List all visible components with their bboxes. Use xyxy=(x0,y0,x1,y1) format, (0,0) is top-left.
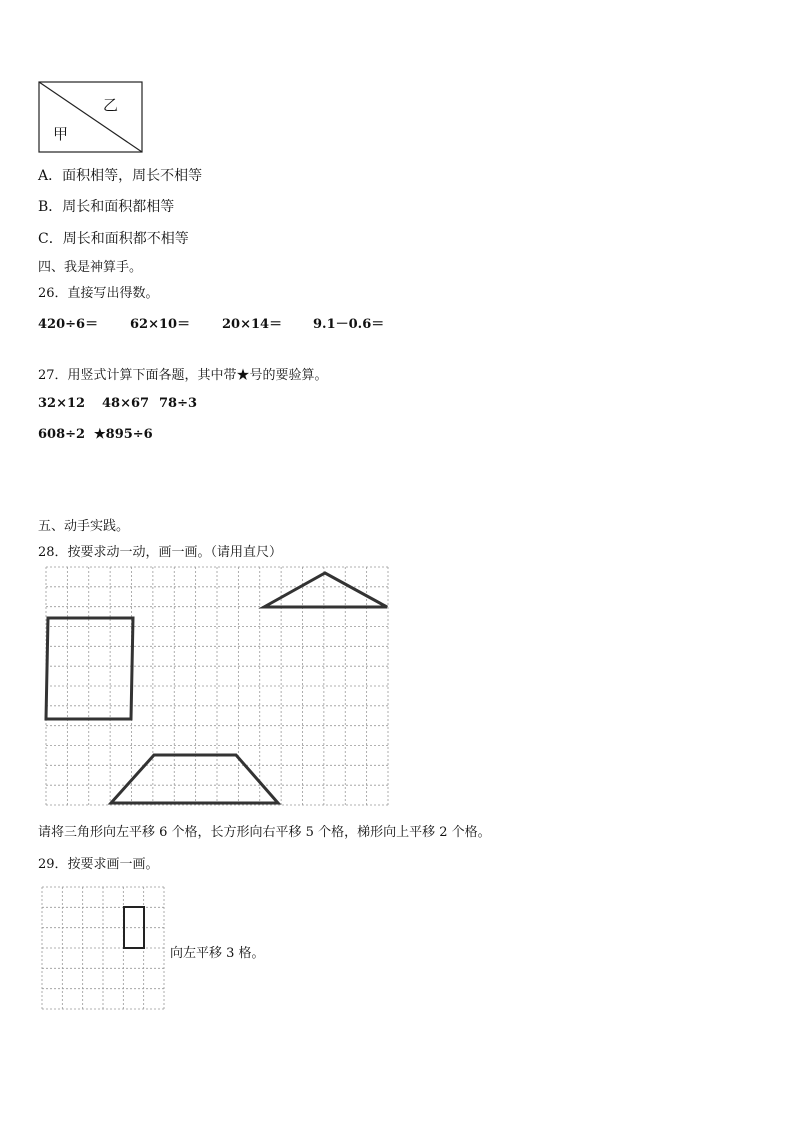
option-c: C．周长和面积都不相等 xyxy=(38,231,189,247)
q27-item-3: 78÷3 xyxy=(159,396,198,411)
label-jia: 甲 xyxy=(53,125,69,143)
grid-lines xyxy=(42,887,164,1009)
q26-title: 26．直接写出得数。 xyxy=(38,286,159,301)
section5-title: 五、动手实践。 xyxy=(38,519,130,534)
triangle-shape xyxy=(264,573,387,607)
q28-title: 28．按要求动一动，画一画。（请用直尺） xyxy=(38,545,283,560)
q26-item-4: 9.1－0.6＝ xyxy=(313,317,385,332)
q28-instruction: 请将三角形向左平移 6 个格，长方形向右平移 5 个格，梯形向上平移 2 个格。 xyxy=(38,825,491,840)
q29-instruction: 向左平移 3 格。 xyxy=(170,946,265,961)
q27-item-5: ★895÷6 xyxy=(94,427,153,442)
q27-item-2: 48×67 xyxy=(102,396,150,411)
option-a: A．面积相等，周长不相等 xyxy=(38,168,203,184)
q29-title: 29．按要求画一画。 xyxy=(38,857,159,872)
rectangle-shape xyxy=(46,618,133,719)
q26-item-1: 420÷6＝ xyxy=(38,317,99,332)
q26-item-2: 62×10＝ xyxy=(130,317,191,332)
q27-item-1: 32×12 xyxy=(38,396,86,411)
option-b: B．周长和面积都相等 xyxy=(38,199,175,215)
q26-item-3: 20×14＝ xyxy=(222,317,283,332)
grid-lines xyxy=(46,567,388,805)
trapezoid-shape xyxy=(111,755,278,803)
q27-title: 27．用竖式计算下面各题，其中带★号的要验算。 xyxy=(38,368,328,383)
q29-grid xyxy=(42,887,166,1011)
q27-item-4: 608÷2 xyxy=(38,427,86,442)
section4-title: 四、我是神算手。 xyxy=(38,260,143,275)
label-yi: 乙 xyxy=(103,96,119,114)
q28-grid xyxy=(46,567,391,807)
